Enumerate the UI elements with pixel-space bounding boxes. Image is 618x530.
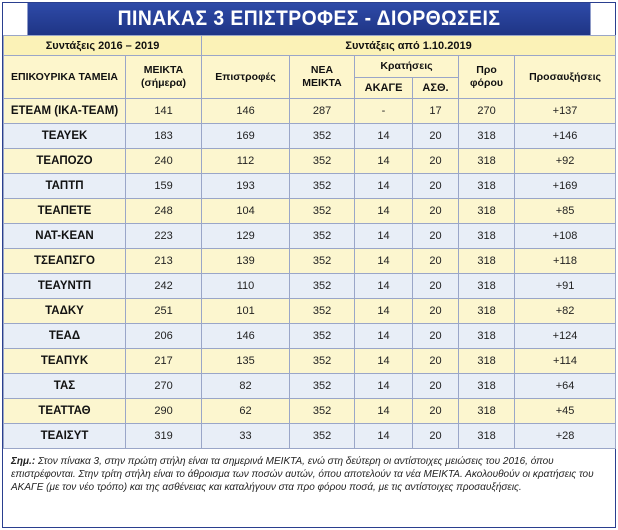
- cell-epistrofes: 139: [202, 249, 290, 274]
- cell-mikta: 213: [126, 249, 202, 274]
- cell-pro: 318: [459, 224, 515, 249]
- cell-prosafx: +85: [515, 199, 616, 224]
- cell-fund: ΤΕΑΠΕΤΕ: [4, 199, 126, 224]
- table-row: [4, 399, 616, 424]
- cell-asth: 20: [413, 299, 459, 324]
- cell-nea: 352: [290, 249, 355, 274]
- cell-pro: 318: [459, 424, 515, 449]
- cell-asth: 20: [413, 249, 459, 274]
- cell-epistrofes: 101: [202, 299, 290, 324]
- header-mikta-today: ΜΕΙΚΤΑ (σήμερα): [126, 56, 202, 99]
- table-row: [4, 224, 616, 249]
- cell-mikta: 183: [126, 124, 202, 149]
- cell-nea: 352: [290, 174, 355, 199]
- cell-fund: ΤΣΕΑΠΣΓΟ: [4, 249, 126, 274]
- cell-fund: ΤΕΑΠΥΚ: [4, 349, 126, 374]
- band-2016-2019: Συντάξεις 2016 – 2019: [4, 36, 202, 56]
- cell-fund: ΤΕΑΤΤΑΘ: [4, 399, 126, 424]
- footnote: [3, 449, 615, 494]
- cell-asth: 20: [413, 399, 459, 424]
- cell-asth: 20: [413, 224, 459, 249]
- cell-fund: ΤΑΠΤΠ: [4, 174, 126, 199]
- cell-akage: 14: [355, 199, 413, 224]
- cell-prosafx: +91: [515, 274, 616, 299]
- cell-akage: 14: [355, 124, 413, 149]
- cell-mikta: 159: [126, 174, 202, 199]
- cell-fund: ΕΤΕΑΜ (ΙΚΑ-ΤΕΑΜ): [4, 99, 126, 124]
- cell-asth: 20: [413, 349, 459, 374]
- cell-nea: 352: [290, 424, 355, 449]
- cell-mikta: 251: [126, 299, 202, 324]
- cell-prosafx: +137: [515, 99, 616, 124]
- cell-epistrofes: 146: [202, 99, 290, 124]
- cell-epistrofes: 62: [202, 399, 290, 424]
- cell-mikta: 248: [126, 199, 202, 224]
- cell-asth: 20: [413, 124, 459, 149]
- cell-akage: 14: [355, 424, 413, 449]
- cell-akage: 14: [355, 174, 413, 199]
- returns-table: [3, 35, 616, 449]
- cell-akage: 14: [355, 299, 413, 324]
- cell-prosafx: +82: [515, 299, 616, 324]
- cell-pro: 270: [459, 99, 515, 124]
- table-panel: [2, 2, 616, 528]
- cell-mikta: 217: [126, 349, 202, 374]
- cell-prosafx: +118: [515, 249, 616, 274]
- header-nea-mikta: ΝΕΑ ΜΕΙΚΤΑ: [290, 56, 355, 99]
- cell-pro: 318: [459, 149, 515, 174]
- cell-prosafx: +108: [515, 224, 616, 249]
- table-row: [4, 149, 616, 174]
- cell-asth: 20: [413, 324, 459, 349]
- cell-nea: 352: [290, 374, 355, 399]
- cell-mikta: 141: [126, 99, 202, 124]
- cell-asth: 20: [413, 374, 459, 399]
- table-row: [4, 174, 616, 199]
- cell-pro: 318: [459, 174, 515, 199]
- cell-pro: 318: [459, 324, 515, 349]
- cell-nea: 352: [290, 149, 355, 174]
- cell-pro: 318: [459, 299, 515, 324]
- cell-mikta: 270: [126, 374, 202, 399]
- cell-nea: 352: [290, 324, 355, 349]
- table-row: [4, 374, 616, 399]
- cell-fund: ΤΕΑΙΣΥΤ: [4, 424, 126, 449]
- header-epistrofes: Επιστροφές: [202, 56, 290, 99]
- table-row: [4, 299, 616, 324]
- cell-pro: 318: [459, 199, 515, 224]
- cell-mikta: 240: [126, 149, 202, 174]
- column-header-row: [4, 56, 616, 78]
- header-fund: ΕΠΙΚΟΥΡΙΚΑ ΤΑΜΕΙΑ: [4, 56, 126, 99]
- cell-prosafx: +45: [515, 399, 616, 424]
- cell-epistrofes: 82: [202, 374, 290, 399]
- cell-prosafx: +114: [515, 349, 616, 374]
- cell-prosafx: +146: [515, 124, 616, 149]
- cell-mikta: 290: [126, 399, 202, 424]
- cell-akage: 14: [355, 374, 413, 399]
- cell-prosafx: +169: [515, 174, 616, 199]
- footnote-text: Στον πίνακα 3, στην πρώτη στήλη είναι τα σημερινά ΜΕΙΚΤΑ, ενώ στη δεύτερη οι αντίστοιχες μειώσεις του 2016, όπου επιστρέφονται. Στην τρίτη στήλη είναι το άθροισμα των ποσών αυτών, όπου αποτελούν τα νέα ΜΕΙΚΤΑ. Ακολουθούν οι κρατήσεις του ΑΚΑΓΕ (με τον νέο τρόπο) και της ασθένειας και καταλήγουν στα προ φόρου ποσά, με τις αντίστοιχες προσαυξήσεις.: [11, 456, 594, 493]
- cell-mikta: 223: [126, 224, 202, 249]
- table-row: [4, 349, 616, 374]
- cell-fund: ΤΕΑΥΕΚ: [4, 124, 126, 149]
- header-asth: ΑΣΘ.: [413, 77, 459, 99]
- footnote-label: Σημ.:: [11, 456, 36, 467]
- header-kratiseis: Κρατήσεις: [355, 56, 459, 78]
- cell-akage: 14: [355, 149, 413, 174]
- cell-asth: 20: [413, 274, 459, 299]
- cell-asth: 20: [413, 149, 459, 174]
- cell-akage: 14: [355, 349, 413, 374]
- cell-epistrofes: 112: [202, 149, 290, 174]
- cell-nea: 352: [290, 224, 355, 249]
- cell-fund: ΤΕΑΔ: [4, 324, 126, 349]
- cell-mikta: 242: [126, 274, 202, 299]
- header-pro-forou: Προ φόρου: [459, 56, 515, 99]
- cell-epistrofes: 33: [202, 424, 290, 449]
- table-title: ΠΙΝΑΚΑΣ 3 ΕΠΙΣΤΡΟΦΕΣ - ΔΙΟΡΘΩΣΕΙΣ: [27, 3, 590, 35]
- table-row: [4, 99, 616, 124]
- cell-nea: 352: [290, 349, 355, 374]
- cell-nea: 352: [290, 124, 355, 149]
- cell-nea: 352: [290, 274, 355, 299]
- cell-nea: 287: [290, 99, 355, 124]
- cell-fund: ΤΑΔΚΥ: [4, 299, 126, 324]
- band-from-2019: Συντάξεις από 1.10.2019: [202, 36, 616, 56]
- cell-pro: 318: [459, 399, 515, 424]
- cell-akage: 14: [355, 399, 413, 424]
- cell-fund: ΤΕΑΥΝΤΠ: [4, 274, 126, 299]
- cell-prosafx: +92: [515, 149, 616, 174]
- cell-nea: 352: [290, 399, 355, 424]
- cell-akage: 14: [355, 249, 413, 274]
- cell-fund: ΤΕΑΠΟΖΟ: [4, 149, 126, 174]
- cell-nea: 352: [290, 199, 355, 224]
- cell-akage: 14: [355, 224, 413, 249]
- cell-pro: 318: [459, 124, 515, 149]
- cell-prosafx: +124: [515, 324, 616, 349]
- cell-akage: -: [355, 99, 413, 124]
- cell-akage: 14: [355, 274, 413, 299]
- period-band-row: [4, 36, 616, 56]
- table-row: [4, 199, 616, 224]
- cell-epistrofes: 169: [202, 124, 290, 149]
- header-prosafxiseis: Προσαυξήσεις: [515, 56, 616, 99]
- table-row: [4, 274, 616, 299]
- cell-mikta: 206: [126, 324, 202, 349]
- cell-epistrofes: 104: [202, 199, 290, 224]
- table-row: [4, 324, 616, 349]
- cell-epistrofes: 193: [202, 174, 290, 199]
- cell-akage: 14: [355, 324, 413, 349]
- cell-pro: 318: [459, 249, 515, 274]
- cell-prosafx: +28: [515, 424, 616, 449]
- cell-pro: 318: [459, 374, 515, 399]
- cell-pro: 318: [459, 274, 515, 299]
- table-row: [4, 424, 616, 449]
- cell-nea: 352: [290, 299, 355, 324]
- cell-mikta: 319: [126, 424, 202, 449]
- cell-fund: ΝΑΤ-ΚΕΑΝ: [4, 224, 126, 249]
- cell-asth: 17: [413, 99, 459, 124]
- cell-pro: 318: [459, 349, 515, 374]
- table-row: [4, 249, 616, 274]
- header-akage: ΑΚΑΓΕ: [355, 77, 413, 99]
- table-body: [4, 99, 616, 449]
- cell-asth: 20: [413, 199, 459, 224]
- cell-epistrofes: 110: [202, 274, 290, 299]
- cell-asth: 20: [413, 174, 459, 199]
- cell-epistrofes: 146: [202, 324, 290, 349]
- cell-asth: 20: [413, 424, 459, 449]
- cell-epistrofes: 129: [202, 224, 290, 249]
- cell-fund: ΤΑΣ: [4, 374, 126, 399]
- table-row: [4, 124, 616, 149]
- cell-epistrofes: 135: [202, 349, 290, 374]
- cell-prosafx: +64: [515, 374, 616, 399]
